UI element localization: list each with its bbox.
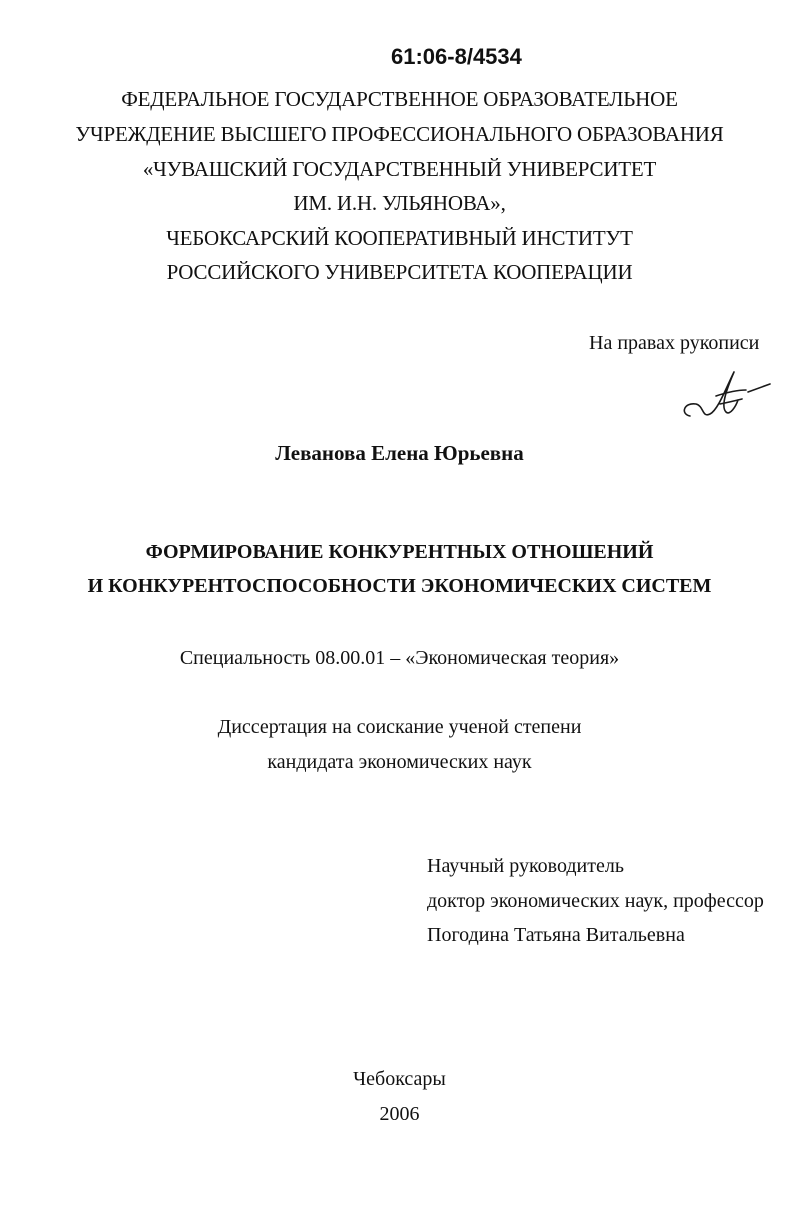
manuscript-rights: На правах рукописи [589,332,760,354]
institution-line-5: ЧЕБОКСАРСКИЙ КООПЕРАТИВНЫЙ ИНСТИТУТ [166,226,633,250]
city: Чебоксары [353,1068,446,1090]
supervisor-label: Научный руководитель [427,855,624,877]
signature-icon [676,366,772,422]
institution-line-6: РОССИЙСКОГО УНИВЕРСИТЕТА КООПЕРАЦИИ [166,260,633,284]
registration-code: 61:06-8/4534 [391,44,522,69]
institution-line-4: ИМ. И.Н. УЛЬЯНОВА», [293,191,506,215]
institution-line-2: УЧРЕЖДЕНИЕ ВЫСШЕГО ПРОФЕССИОНАЛЬНОГО ОБРАЗОВАНИЯ [75,122,724,146]
title-line-2: И КОНКУРЕНТОСПОСОБНОСТИ ЭКОНОМИЧЕСКИХ СИСТЕМ [87,575,712,597]
institution-line-3: «ЧУВАШСКИЙ ГОСУДАРСТВЕННЫЙ УНИВЕРСИТЕТ [142,157,657,181]
author-name: Леванова Елена Юрьевна [275,441,524,465]
supervisor-name: Погодина Татьяна Витальевна [427,924,685,946]
title-line-1: ФОРМИРОВАНИЕ КОНКУРЕНТНЫХ ОТНОШЕНИЙ [145,541,654,563]
year: 2006 [379,1103,420,1125]
institution-line-1: ФЕДЕРАЛЬНОЕ ГОСУДАРСТВЕННОЕ ОБРАЗОВАТЕЛЬНОЕ [121,87,678,111]
degree-line-1: Диссертация на соискание ученой степени [217,716,582,738]
supervisor-degree: доктор экономических наук, профессор [427,890,764,912]
specialty: Специальность 08.00.01 – «Экономическая теория» [179,647,620,669]
degree-line-2: кандидата экономических наук [267,751,532,773]
